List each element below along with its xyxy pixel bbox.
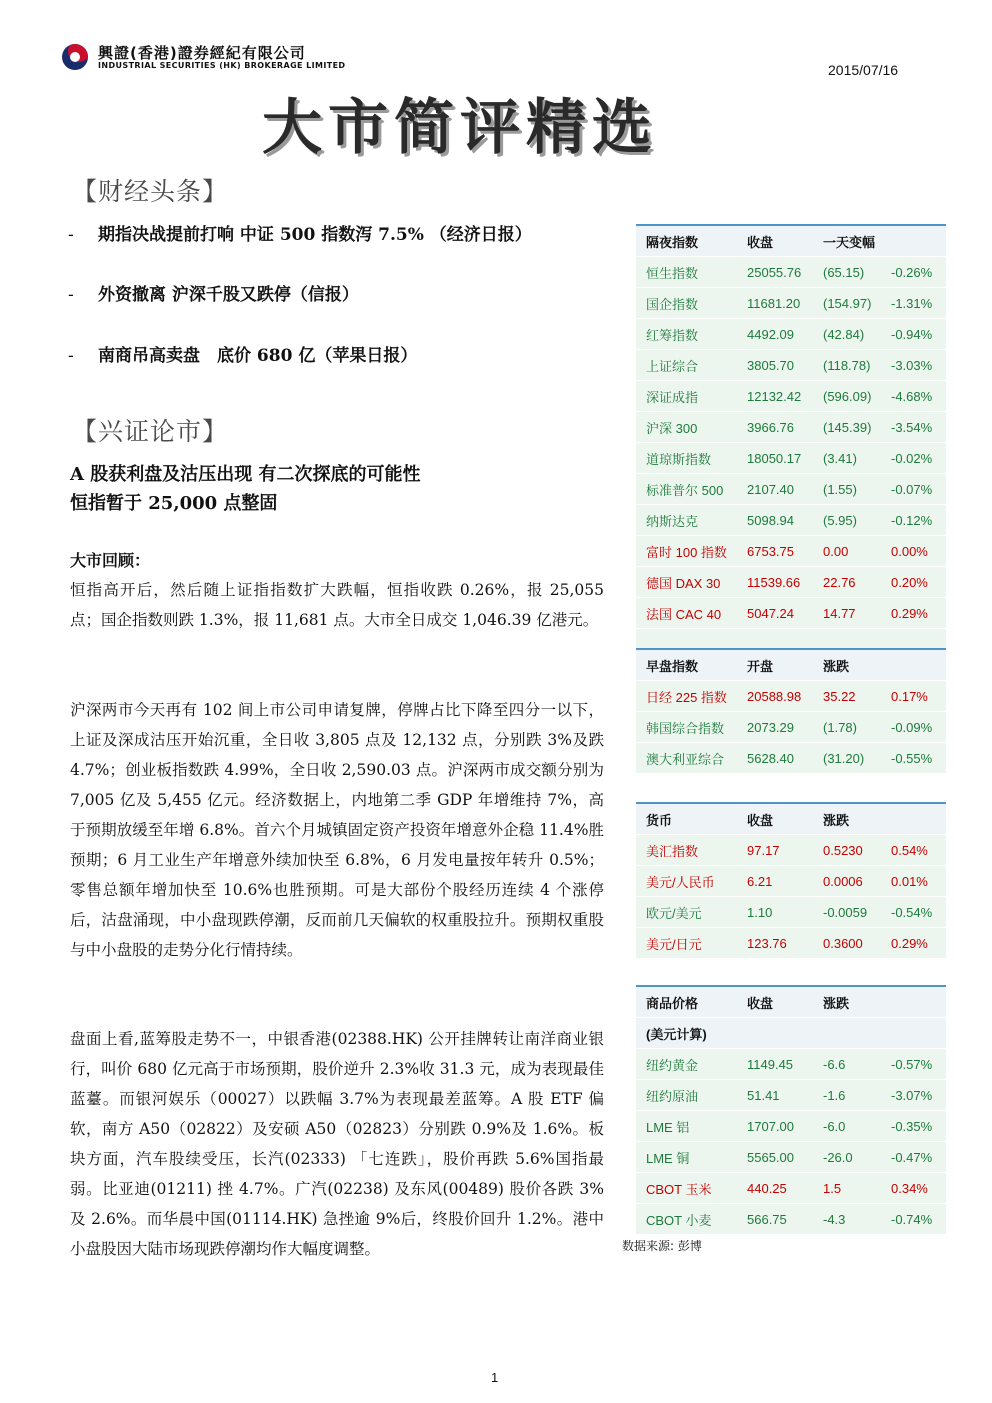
table-cell-pct: 0.01% (881, 866, 946, 897)
table-header-cell (881, 986, 946, 1018)
table-row (636, 381, 946, 412)
table-cell-close: 1149.45 (737, 1049, 813, 1080)
table-header-cell (737, 1018, 813, 1049)
table-cell-close: 123.76 (737, 928, 813, 959)
table-cell-name: 德国 DAX 30 (636, 567, 737, 598)
table-header-cell: 一天变幅 (813, 225, 881, 257)
table-cell-name: 美汇指数 (636, 835, 737, 866)
paragraph: 恒指高开后，然后随上证指指数扩大跌幅，恒指收跌 0.26%，报 25,055 点；国企指数则跌 1.3%，报 11,681 点。大市全日成交 1,046.39 亿港元。 (70, 581, 604, 629)
table-cell-chg: (42.84) (813, 319, 881, 350)
table-cell-pct: 0.34% (881, 1173, 946, 1204)
table-cell-name: 深证成指 (636, 381, 737, 412)
table-cell-close: 11539.66 (737, 567, 813, 598)
table-cell-close: 18050.17 (737, 443, 813, 474)
table-cell-close: 51.41 (737, 1080, 813, 1111)
table-cell-close: 5098.94 (737, 505, 813, 536)
table-cell-chg: -4.3 (813, 1204, 881, 1235)
table-cell-close: 20588.98 (737, 681, 813, 712)
table-cell-name: 澳大利亚综合 (636, 743, 737, 774)
table-header-cell: 涨跌 (813, 986, 881, 1018)
table-cell-close: 6.21 (737, 866, 813, 897)
table-cell-name: 美元/日元 (636, 928, 737, 959)
table-row (636, 1049, 946, 1080)
report-date: 2015/07/16 (828, 62, 899, 78)
table-cell-name: LME 铜 (636, 1142, 737, 1173)
dash: - (68, 225, 74, 245)
table-cell-chg: (145.39) (813, 412, 881, 443)
table-cell-name: 欧元/美元 (636, 897, 737, 928)
table-cell-pct: -0.74% (881, 1204, 946, 1235)
table-header-cell: 涨跌 (813, 649, 881, 681)
table-cell-chg: (1.55) (813, 474, 881, 505)
commentary-subtitle: A 股获利盘及沽压出现 有二次探底的可能性 (70, 464, 421, 485)
table-cell-name: 纽约原油 (636, 1080, 737, 1111)
company-name-cn: 興證(香港)證券經紀有限公司 (98, 44, 306, 62)
table-header-row (636, 225, 946, 257)
table-cell-pct: -0.54% (881, 897, 946, 928)
data-source: 数据来源: 彭博 (622, 1239, 702, 1253)
headline-text: 期指决战提前打响 中证 500 指数泻 7.5% （经济日报） (98, 225, 532, 245)
morning-index-table (636, 648, 946, 774)
table-row (636, 257, 946, 288)
table-row (636, 1080, 946, 1111)
table-cell-name: 纳斯达克 (636, 505, 737, 536)
table-cell-chg: 14.77 (813, 598, 881, 629)
table-cell-close: 25055.76 (737, 257, 813, 288)
dash: - (68, 285, 74, 305)
table-cell-name: LME 铝 (636, 1111, 737, 1142)
table-cell-chg: (5.95) (813, 505, 881, 536)
table-cell-pct: -0.94% (881, 319, 946, 350)
company-logo-icon (62, 44, 88, 70)
headlines-section-title: 【财经头条】 (72, 177, 229, 206)
table-row (636, 681, 946, 712)
table-header-cell: 早盘指数 (636, 649, 737, 681)
table-cell-pct: 0.29% (881, 598, 946, 629)
paragraph: 盘面上看,蓝筹股走势不一，中银香港(02388.HK) 公开挂牌转让南洋商业银行，叫价 680 亿元高于市场预期，股价逆升 2.3%收 31.3 元，成为表现最佳蓝薹。而银河娱乐（00027）以跌幅 3.7%为表现最差蓝筹。A 股 ETF 偏软，南方 A50（02822）及安硕 A50（02823）分别跌 0.9%及 1.6%。板块方面，汽车股续受压，长汽(02333) 「七连跌」，股价再跌 5.6%国指最弱。比亚迪(01211) 挫 4.7%。广汽(02238) 及东风(00489) 股价各跌 3%及 2.6%。而华晨中国(01114.HK) 急挫逾 9%后，终股价回升 1.2%。港中小盘股因大陆市场现跌停潮均作大幅度调整。 (70, 1030, 604, 1258)
table-cell-name: 美元/人民币 (636, 866, 737, 897)
table-header-row (636, 649, 946, 681)
table-row (636, 474, 946, 505)
table-row (636, 412, 946, 443)
table-cell-close: 5628.40 (737, 743, 813, 774)
table-cell-chg: (154.97) (813, 288, 881, 319)
table-header-cell (881, 803, 946, 835)
table-cell-chg: (3.41) (813, 443, 881, 474)
table-cell-pct: 0.00% (881, 536, 946, 567)
overnight-index-table (636, 224, 946, 660)
table-cell-chg: 0.5230 (813, 835, 881, 866)
table-cell-name: 纽约黄金 (636, 1049, 737, 1080)
table-cell-chg: (118.78) (813, 350, 881, 381)
table-cell-chg: 0.0006 (813, 866, 881, 897)
table-header-row (636, 986, 946, 1018)
table-header-cell: 收盘 (737, 225, 813, 257)
commentary-subtitle: 恒指暂于 25,000 点整固 (70, 493, 278, 514)
headline-text: 外资撤离 沪深千股又跌停（信报） (98, 285, 359, 305)
table-cell-pct: 0.17% (881, 681, 946, 712)
table-cell-pct: -0.02% (881, 443, 946, 474)
table-row (636, 1204, 946, 1235)
table-cell-name: CBOT 小麦 (636, 1204, 737, 1235)
table-cell-close: 6753.75 (737, 536, 813, 567)
table-cell-pct: 0.29% (881, 928, 946, 959)
table-body (636, 803, 946, 959)
table-header-cell: 收盘 (737, 986, 813, 1018)
table-cell-close: 12132.42 (737, 381, 813, 412)
table-cell-name: 标准普尔 500 (636, 474, 737, 505)
table-body (636, 986, 946, 1235)
table-cell-pct: -0.47% (881, 1142, 946, 1173)
table-cell-close: 3966.76 (737, 412, 813, 443)
table-cell-chg: 0.3600 (813, 928, 881, 959)
table-cell-pct: -0.26% (881, 257, 946, 288)
table-header-cell: 涨跌 (813, 803, 881, 835)
table-row (636, 350, 946, 381)
table-cell-close: 1.10 (737, 897, 813, 928)
table-row (636, 1142, 946, 1173)
table-cell-name: 沪深 300 (636, 412, 737, 443)
table-cell-pct: -0.09% (881, 712, 946, 743)
table-cell-name: 日经 225 指数 (636, 681, 737, 712)
table-header-cell (813, 1018, 881, 1049)
paragraph: 沪深两市今天再有 102 间上市公司申请复牌，停牌占比下降至四分一以下，上证及深成沽压开始沉重，全日收 3,805 点及 12,132 点，分别跌 3%及跌 4.7%；创业板指数跌 4.99%，全日收 2,590.03 点。沪深两市成交额分别为 7,005 亿及 5,455 亿元。经济数据上，内地第二季 GDP 年增维持 7%，高于预期放缓至年增 6.8%。首六个月城镇固定资产投资年增意外企稳 11.4%胜预期；6 月工业生产年增意外续加快至 6.8%，6 月发电量按年转升 0.5%；零售总额年增加快至 10.6%也胜预期。可是大部份个股经历连续 4 个涨停后，沽盘涌现，中小盘现跌停潮，反而前几天偏软的权重股拉升。预期权重股与中小盘股的走势分化行情持续。 (70, 701, 604, 959)
table-cell-pct: -3.54% (881, 412, 946, 443)
table-cell-chg: -26.0 (813, 1142, 881, 1173)
table-row (636, 598, 946, 629)
table-cell-chg: 35.22 (813, 681, 881, 712)
table-cell-pct: -0.57% (881, 1049, 946, 1080)
table-header-cell: (美元计算) (636, 1018, 737, 1049)
table-cell-pct: -0.12% (881, 505, 946, 536)
table-row (636, 897, 946, 928)
headline-item (68, 280, 359, 305)
table-header-cell: 收盘 (737, 803, 813, 835)
headline-item (68, 341, 417, 366)
table-header-cell (881, 649, 946, 681)
table-cell-name: 国企指数 (636, 288, 737, 319)
table-row (636, 567, 946, 598)
table-cell-name: 道琼斯指数 (636, 443, 737, 474)
table-cell-chg: -1.6 (813, 1080, 881, 1111)
commodity-table (636, 985, 946, 1235)
table-header-row (636, 1018, 946, 1049)
table-cell-pct: 0.20% (881, 567, 946, 598)
company-name-en: INDUSTRIAL SECURITIES (HK) BROKERAGE LIMITED (98, 61, 346, 70)
table-cell-name: CBOT 玉米 (636, 1173, 737, 1204)
table-row (636, 288, 946, 319)
table-header-cell (881, 225, 946, 257)
table-cell-close: 3805.70 (737, 350, 813, 381)
commentary-section-title: 【兴证论市】 (72, 417, 229, 446)
table-cell-chg: (596.09) (813, 381, 881, 412)
table-row (636, 536, 946, 567)
table-cell-chg: -0.0059 (813, 897, 881, 928)
table-cell-close: 2107.40 (737, 474, 813, 505)
headline-item (68, 220, 532, 245)
table-cell-chg: (31.20) (813, 743, 881, 774)
table-cell-close: 1707.00 (737, 1111, 813, 1142)
table-cell-pct: 0.54% (881, 835, 946, 866)
table-body (636, 649, 946, 774)
table-row (636, 443, 946, 474)
table-cell-name: 法国 CAC 40 (636, 598, 737, 629)
page-title: 大市简评精选 (262, 93, 658, 163)
review-heading: 大市回顾： (70, 551, 151, 570)
currency-table (636, 802, 946, 959)
table-row (636, 319, 946, 350)
table-cell-chg: -6.0 (813, 1111, 881, 1142)
table-row (636, 505, 946, 536)
headline-text: 南商吊高卖盘 底价 680 亿（苹果日报） (98, 346, 418, 366)
table-cell-name: 韩国综合指数 (636, 712, 737, 743)
table-cell-chg: 22.76 (813, 567, 881, 598)
table-cell-pct: -0.55% (881, 743, 946, 774)
table-cell-chg: 0.00 (813, 536, 881, 567)
table-cell-pct: -3.03% (881, 350, 946, 381)
table-cell-close: 97.17 (737, 835, 813, 866)
table-cell-chg: (65.15) (813, 257, 881, 288)
table-row (636, 1173, 946, 1204)
table-header-cell: 商品价格 (636, 986, 737, 1018)
table-header-cell: 开盘 (737, 649, 813, 681)
table-cell-close: 5565.00 (737, 1142, 813, 1173)
table-header-cell: 货币 (636, 803, 737, 835)
page-number: 1 (491, 1370, 499, 1385)
table-cell-name: 上证综合 (636, 350, 737, 381)
table-header-cell: 隔夜指数 (636, 225, 737, 257)
table-header-cell (881, 1018, 946, 1049)
table-cell-close: 566.75 (737, 1204, 813, 1235)
table-cell-close: 4492.09 (737, 319, 813, 350)
table-cell-pct: -1.31% (881, 288, 946, 319)
table-header-row (636, 803, 946, 835)
table-row (636, 835, 946, 866)
table-cell-close: 2073.29 (737, 712, 813, 743)
dash: - (68, 346, 74, 366)
table-cell-pct: -4.68% (881, 381, 946, 412)
table-row (636, 743, 946, 774)
table-cell-close: 11681.20 (737, 288, 813, 319)
table-body (636, 225, 946, 660)
table-cell-chg: 1.5 (813, 1173, 881, 1204)
table-row (636, 1111, 946, 1142)
table-cell-close: 440.25 (737, 1173, 813, 1204)
table-cell-close: 5047.24 (737, 598, 813, 629)
table-cell-chg: -6.6 (813, 1049, 881, 1080)
table-row (636, 866, 946, 897)
table-cell-pct: -3.07% (881, 1080, 946, 1111)
table-cell-pct: -0.35% (881, 1111, 946, 1142)
table-cell-name: 富时 100 指数 (636, 536, 737, 567)
table-row (636, 712, 946, 743)
table-cell-pct: -0.07% (881, 474, 946, 505)
table-row (636, 928, 946, 959)
table-cell-name: 红筹指数 (636, 319, 737, 350)
table-cell-chg: (1.78) (813, 712, 881, 743)
table-cell-name: 恒生指数 (636, 257, 737, 288)
